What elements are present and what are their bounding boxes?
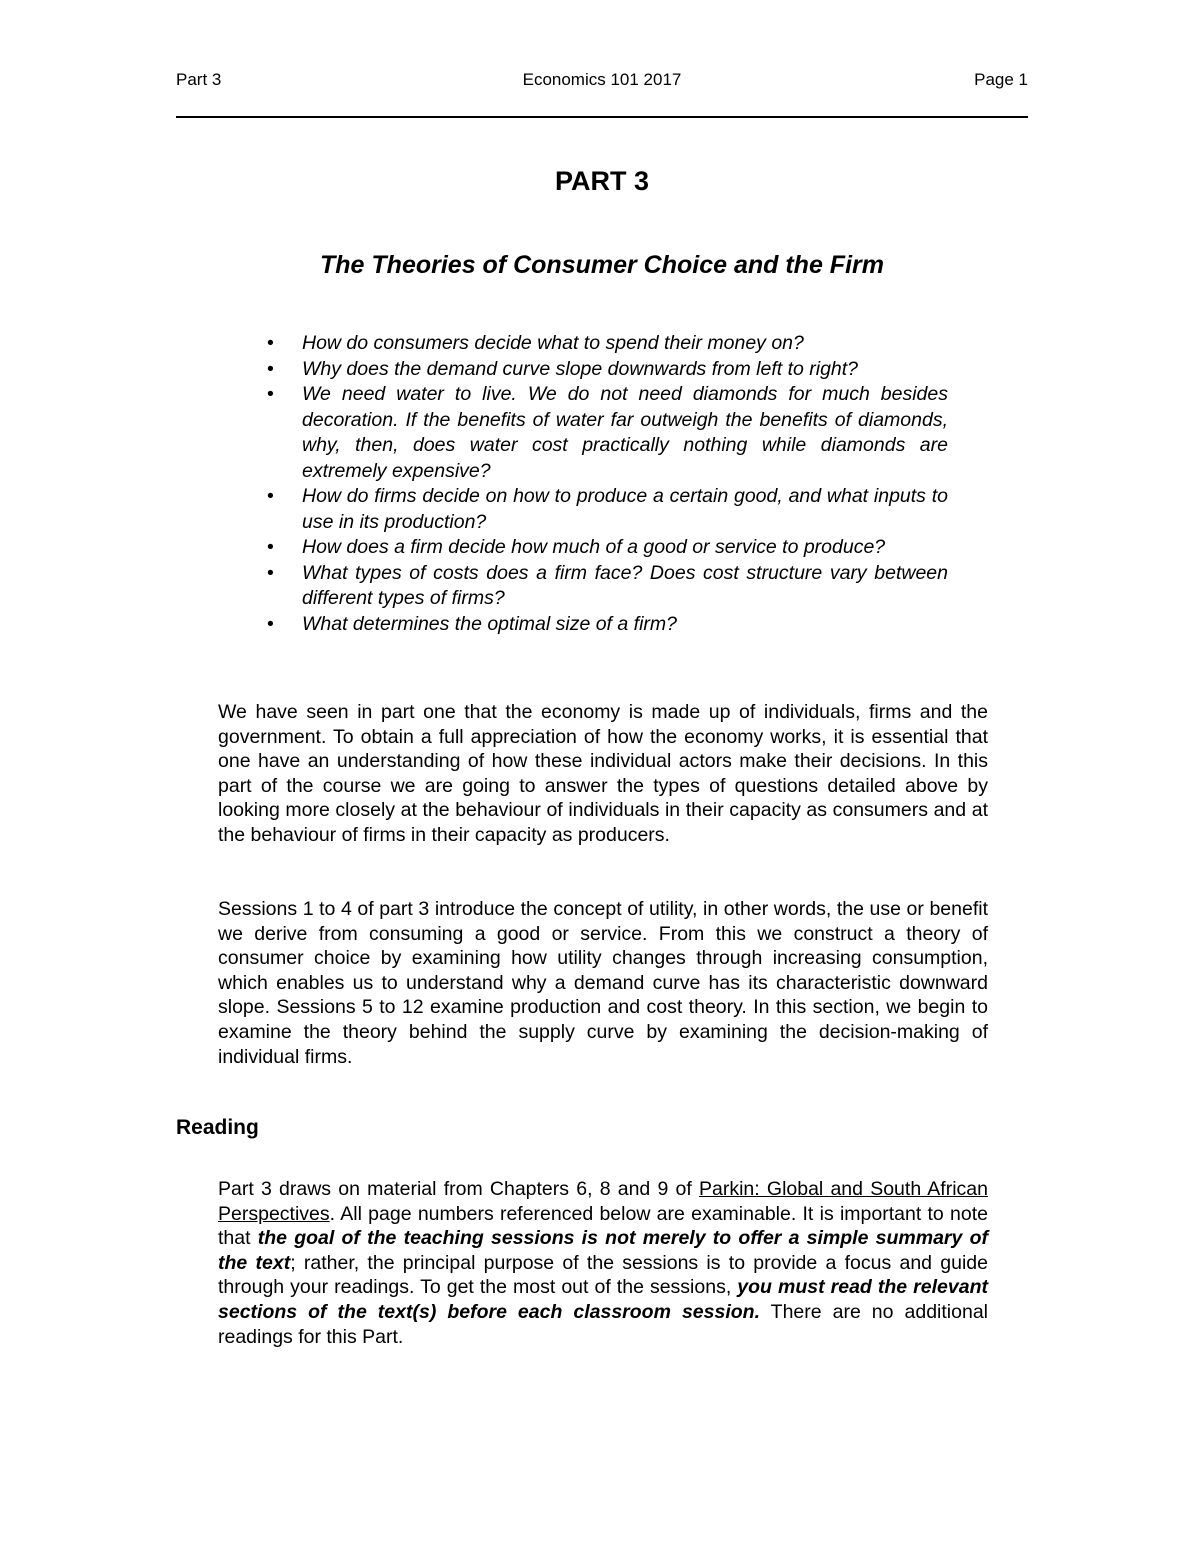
question-text: How do consumers decide what to spend their money on? [302, 332, 804, 354]
bullet-icon: • [267, 485, 274, 507]
reading-paragraph [218, 1177, 988, 1349]
page-header [176, 70, 1028, 94]
list-item [267, 484, 948, 535]
question-text: How does a firm decide how much of a good or service to produce? [302, 536, 886, 558]
intro-paragraph: We have seen in part one that the economy is made up of individuals, firms and the government. To obtain a full appreciation of how the economy works, it is essential that one have an understanding of how these individual actors make their decisions. In this part of the course we are going to answer the types of questions detailed above by looking more closely at the behaviour of individuals in their capacity as consumers and at the behaviour of firms in their capacity as producers. [218, 701, 988, 846]
list-item [267, 331, 948, 357]
question-list [267, 331, 948, 637]
emphasis-text: the goal of the teaching sessions is not merely to offer a simple summary of the text [218, 1227, 988, 1274]
bullet-icon: • [267, 383, 274, 405]
list-item [267, 612, 948, 638]
page-title: PART 3 [554, 166, 649, 196]
list-item [267, 382, 948, 484]
bullet-icon: • [267, 536, 274, 558]
bullet-icon: • [267, 357, 274, 380]
reading-text: There are no additional readings for this Part. [218, 1300, 988, 1348]
question-text: We need water to live. We do not need diamonds for much besides decoration. If the benefits of water far outweigh the benefits of diamonds, why, then, does water cost practically nothing while diamonds are extremely expensive? [302, 383, 948, 482]
question-text: What types of costs does a firm face? Does cost structure vary between different types of firms? [302, 561, 948, 609]
header-course-title: Economics 101 2017 [522, 70, 682, 89]
sessions-paragraph: Sessions 1 to 4 of part 3 introduce the concept of utility, in other words, the use or benefit we derive from consuming a good or service. From this we construct a theory of consumer choice by examining how utility changes through increasing consumption, which enables us to understand why a demand curve has its characteristic downward slope. Sessions 5 to 12 examine production and cost theory. In this section, we begin to examine the theory behind the supply curve by examining the decision-making of individual firms. [218, 898, 988, 1068]
reading-heading: Reading [176, 1116, 259, 1139]
reading-text: ; rather, the principal purpose of the sessions is to provide a focus and guide through your readings. To get the most out of the sessions, [218, 1251, 988, 1299]
header-part-label: Part 3 [176, 70, 222, 89]
list-item [267, 561, 948, 612]
bullet-icon: • [267, 612, 274, 635]
book-title: Parkin: Global and South African Perspectives [218, 1178, 988, 1225]
list-item [267, 535, 948, 561]
emphasis-text: you must read the relevant sections of the text(s) before each classroom session. [218, 1276, 988, 1323]
question-text: Why does the demand curve slope downwards from left to right? [302, 357, 859, 380]
reading-text: . All page numbers referenced below are examinable. It is important to note that [218, 1202, 988, 1250]
question-text: What determines the optimal size of a firm? [302, 612, 677, 635]
page-subtitle: The Theories of Consumer Choice and the Firm [320, 251, 884, 279]
bullet-icon: • [267, 561, 274, 584]
reading-text: Part 3 draws on material from Chapters 6, 8 and 9 of [218, 1178, 699, 1200]
question-text: How do firms decide on how to produce a certain good, and what inputs to use in its production? [302, 485, 948, 533]
header-page-number: Page 1 [974, 70, 1028, 89]
bullet-icon: • [267, 332, 274, 354]
list-item [267, 357, 948, 383]
header-divider [176, 116, 1028, 118]
